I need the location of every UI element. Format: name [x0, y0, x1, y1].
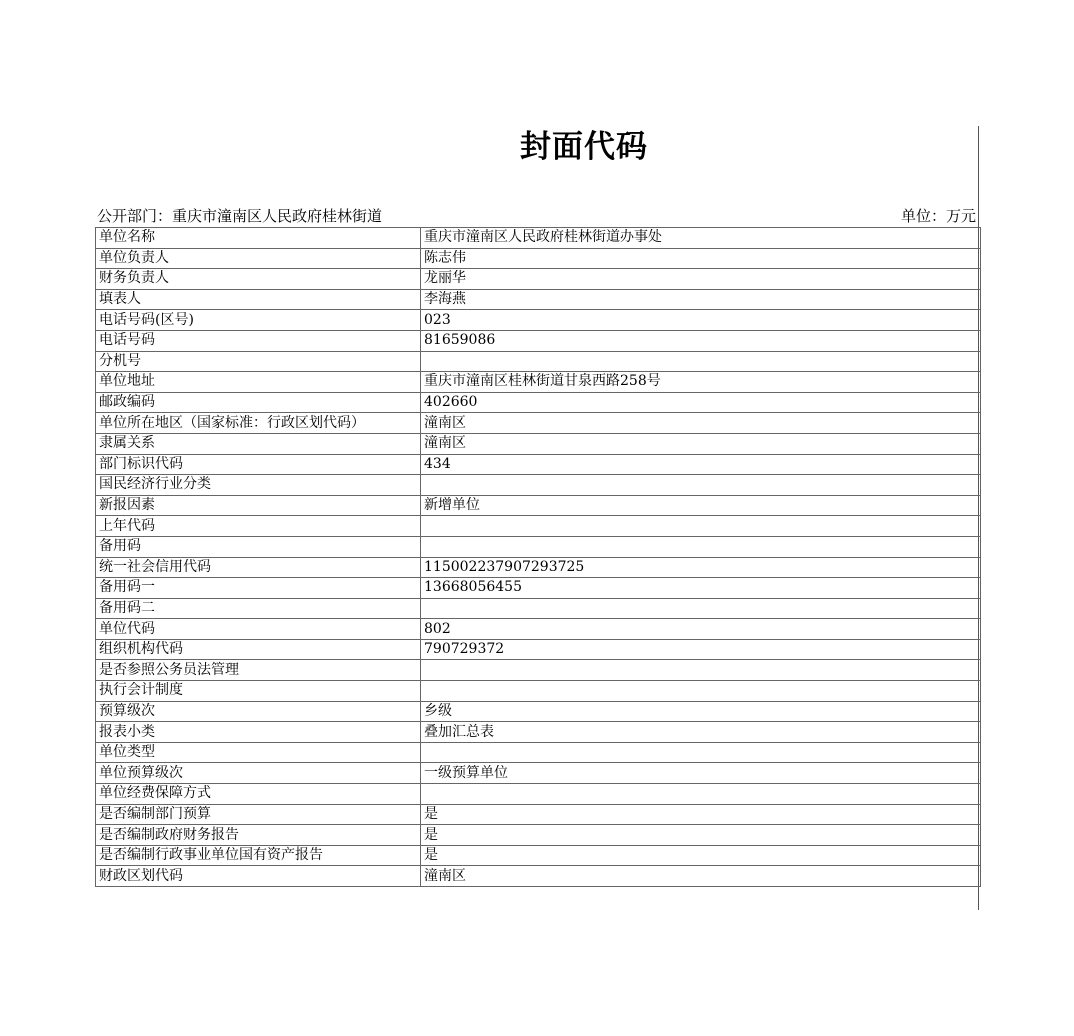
row-value: 重庆市潼南区人民政府桂林街道办事处 [421, 228, 981, 249]
row-value: 新增单位 [421, 495, 981, 516]
row-value: 龙丽华 [421, 269, 981, 290]
row-value [421, 516, 981, 537]
row-value: 李海燕 [421, 289, 981, 310]
row-label: 单位类型 [96, 742, 421, 763]
row-label: 隶属关系 [96, 433, 421, 454]
row-label: 邮政编码 [96, 392, 421, 413]
row-label: 预算级次 [96, 701, 421, 722]
row-value: 潼南区 [421, 413, 981, 434]
table-row [96, 639, 981, 660]
row-value: 790729372 [421, 639, 981, 660]
row-value: 是 [421, 825, 981, 846]
row-label: 财政区划代码 [96, 866, 421, 887]
row-label: 是否参照公务员法管理 [96, 660, 421, 681]
row-value [421, 475, 981, 496]
row-value: 是 [421, 804, 981, 825]
table-row [96, 310, 981, 331]
row-label: 是否编制政府财务报告 [96, 825, 421, 846]
row-value: 一级预算单位 [421, 763, 981, 784]
table-row [96, 392, 981, 413]
table-row [96, 804, 981, 825]
table-row [96, 516, 981, 537]
row-label: 国民经济行业分类 [96, 475, 421, 496]
row-value: 叠加汇总表 [421, 722, 981, 743]
row-label: 是否编制行政事业单位国有资产报告 [96, 845, 421, 866]
row-label: 单位地址 [96, 372, 421, 393]
row-label: 备用码二 [96, 598, 421, 619]
row-value: 潼南区 [421, 866, 981, 887]
row-value [421, 351, 981, 372]
row-value [421, 681, 981, 702]
row-label: 填表人 [96, 289, 421, 310]
table-row [96, 598, 981, 619]
table-row [96, 454, 981, 475]
table-row [96, 475, 981, 496]
cover-table-body [96, 228, 981, 887]
table-row [96, 351, 981, 372]
table-row [96, 228, 981, 249]
row-label: 单位负责人 [96, 248, 421, 269]
row-label: 备用码 [96, 536, 421, 557]
row-value: 402660 [421, 392, 981, 413]
table-row [96, 557, 981, 578]
cover-code-table [95, 227, 981, 887]
row-label: 新报因素 [96, 495, 421, 516]
row-value: 13668056455 [421, 578, 981, 599]
row-label: 是否编制部门预算 [96, 804, 421, 825]
table-row [96, 495, 981, 516]
row-label: 统一社会信用代码 [96, 557, 421, 578]
row-value [421, 536, 981, 557]
page-title: 封面代码 [520, 129, 648, 165]
row-label: 单位预算级次 [96, 763, 421, 784]
row-value [421, 660, 981, 681]
table-row [96, 722, 981, 743]
table-row [96, 578, 981, 599]
table-row [96, 866, 981, 887]
table-row [96, 660, 981, 681]
row-value [421, 784, 981, 805]
row-label: 报表小类 [96, 722, 421, 743]
table-row [96, 681, 981, 702]
row-value: 434 [421, 454, 981, 475]
row-label: 上年代码 [96, 516, 421, 537]
row-label: 部门标识代码 [96, 454, 421, 475]
unit-label: 单位：万元 [900, 207, 976, 225]
row-label: 电话号码 [96, 330, 421, 351]
row-value: 是 [421, 845, 981, 866]
table-row [96, 372, 981, 393]
row-value: 023 [421, 310, 981, 331]
table-row [96, 536, 981, 557]
table-row [96, 433, 981, 454]
department-label: 公开部门：重庆市潼南区人民政府桂林街道 [97, 207, 383, 225]
row-value [421, 598, 981, 619]
row-label: 单位经费保障方式 [96, 784, 421, 805]
table-row [96, 742, 981, 763]
row-value: 81659086 [421, 330, 981, 351]
table-row [96, 413, 981, 434]
table-row [96, 330, 981, 351]
row-label: 财务负责人 [96, 269, 421, 290]
table-row [96, 248, 981, 269]
table-row [96, 619, 981, 640]
row-value: 陈志伟 [421, 248, 981, 269]
row-label: 分机号 [96, 351, 421, 372]
row-value [421, 742, 981, 763]
table-row [96, 269, 981, 290]
row-value: 乡级 [421, 701, 981, 722]
row-label: 单位所在地区（国家标准：行政区划代码） [96, 413, 421, 434]
row-value: 重庆市潼南区桂林街道甘泉西路258号 [421, 372, 981, 393]
row-label: 备用码一 [96, 578, 421, 599]
row-label: 执行会计制度 [96, 681, 421, 702]
table-row [96, 289, 981, 310]
table-row [96, 701, 981, 722]
row-value: 115002237907293725 [421, 557, 981, 578]
row-value: 802 [421, 619, 981, 640]
row-label: 电话号码(区号) [96, 310, 421, 331]
table-row [96, 845, 981, 866]
row-label: 单位名称 [96, 228, 421, 249]
table-row [96, 784, 981, 805]
table-row [96, 825, 981, 846]
row-value: 潼南区 [421, 433, 981, 454]
row-label: 单位代码 [96, 619, 421, 640]
row-label: 组织机构代码 [96, 639, 421, 660]
table-row [96, 763, 981, 784]
